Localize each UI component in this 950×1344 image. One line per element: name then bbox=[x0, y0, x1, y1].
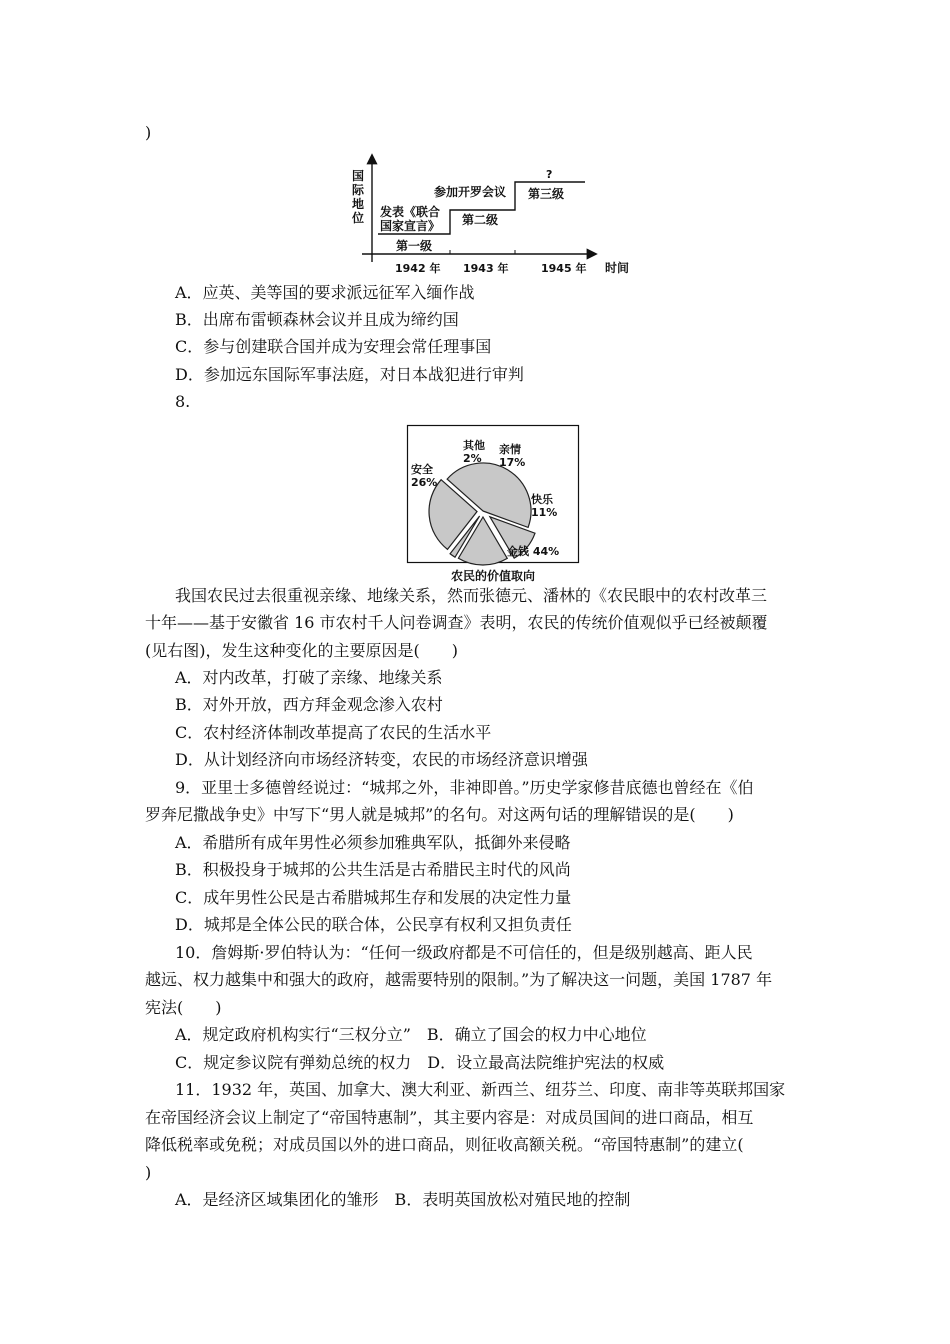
pie-value-3: 2% bbox=[463, 452, 482, 465]
pie-label-2: 安全 bbox=[411, 463, 433, 476]
international-status-step-diagram bbox=[350, 152, 640, 277]
y-axis-label-3: 地 bbox=[352, 197, 365, 211]
pie-chart-title: 农民的价值取向 bbox=[450, 569, 536, 583]
q11-stem-line-3: 降低税率或免税；对成员国以外的进口商品，则征收高额关税。“帝国特惠制”的建立( bbox=[145, 1135, 744, 1154]
level-2-label: 第二级 bbox=[462, 213, 499, 227]
q7-option-c: C．参与创建联合国并成为安理会常任理事国 bbox=[175, 337, 492, 356]
x-axis-label: 时间 bbox=[605, 261, 630, 275]
q7-option-d: D．参加远东国际军事法庭，对日本战犯进行审判 bbox=[175, 365, 524, 384]
event-declaration-line1: 发表《联合 bbox=[380, 205, 441, 219]
event-cairo-conference: 参加开罗会议 bbox=[434, 185, 507, 199]
q9-stem-line-2: 罗奔尼撒战争史》中写下“男人就是城邦”的名句。对这两句话的理解错误的是( ) bbox=[145, 805, 734, 824]
q10-stem-line-3: 宪法( ) bbox=[145, 998, 222, 1017]
pie-value-4: 17% bbox=[499, 456, 526, 469]
q8-number: 8. bbox=[175, 392, 191, 411]
q8-option-a: A．对内改革，打破了亲缘、地缘关系 bbox=[175, 668, 443, 687]
q10-stem-line-1: 10．詹姆斯·罗伯特认为：“任何一级政府都是不可信任的，但是级别越高、距人民 bbox=[175, 943, 753, 962]
q8-option-b: B．对外开放，西方拜金观念渗入农村 bbox=[175, 695, 443, 714]
q8-stem-line-1: 我国农民过去很重视亲缘、地缘关系，然而张德元、潘林的《农民眼中的农村改革三 bbox=[175, 586, 768, 605]
q7-stem-close-paren: ) bbox=[145, 123, 152, 142]
y-axis-label-2: 际 bbox=[352, 183, 365, 197]
event-declaration-line2: 国家宣言》 bbox=[380, 219, 441, 233]
q9-option-c: C．成年男性公民是古希腊城邦生存和发展的决定性力量 bbox=[175, 888, 572, 907]
unknown-question-mark: ? bbox=[546, 168, 553, 181]
y-axis-label-4: 位 bbox=[352, 211, 365, 225]
q8-stem-line-2: 十年——基于安徽省 16 市农村千人问卷调查》表明，农民的传统价值观似乎已经被颠覆 bbox=[145, 613, 768, 632]
tick-label-1945: 1945 年 bbox=[541, 262, 587, 275]
q9-option-d: D．城邦是全体公民的联合体，公民享有权利又担负责任 bbox=[175, 915, 572, 934]
q8-option-d: D．从计划经济向市场经济转变，农民的市场经济意识增强 bbox=[175, 750, 588, 769]
q7-option-b: B．出席布雷顿森林会议并且成为缔约国 bbox=[175, 310, 459, 329]
q8-option-c: C．农村经济体制改革提高了农民的生活水平 bbox=[175, 723, 492, 742]
q9-stem-line-1: 9．亚里士多德曾经说过：“城邦之外，非神即兽。”历史学家修昔底德也曾经在《伯 bbox=[175, 778, 754, 797]
level-3-label: 第三级 bbox=[528, 187, 565, 201]
q11-stem-line-4: ) bbox=[145, 1163, 152, 1182]
pie-label-3: 其他 bbox=[463, 439, 485, 452]
q9-option-a: A．希腊所有成年男性必须参加雅典军队，抵御外来侵略 bbox=[175, 833, 571, 852]
q11-stem-line-2: 在帝国经济会议上制定了“帝国特惠制”，其主要内容是：对成员国间的进口商品，相互 bbox=[145, 1108, 754, 1127]
tick-label-1943: 1943 年 bbox=[463, 262, 509, 275]
tick-label-1942: 1942 年 bbox=[395, 262, 441, 275]
q10-options-cd: C．规定参议院有弹劾总统的权力 D．设立最高法院维护宪法的权威 bbox=[175, 1053, 665, 1072]
pie-value-2: 26% bbox=[411, 476, 438, 489]
q10-options-ab: A．规定政府机构实行“三权分立” B．确立了国会的权力中心地位 bbox=[175, 1025, 647, 1044]
q9-option-b: B．积极投身于城邦的公共生活是古希腊民主时代的风尚 bbox=[175, 860, 571, 879]
q8-stem-line-3: (见右图)，发生这种变化的主要原因是( ) bbox=[145, 641, 458, 660]
pie-label-1: 金钱 44% bbox=[507, 545, 560, 558]
pie-label-5: 快乐 bbox=[531, 493, 553, 506]
pie-label-4: 亲情 bbox=[499, 443, 521, 456]
q10-stem-line-2: 越远、权力越集中和强大的政府，越需要特别的限制。”为了解决这一问题，美国 1787 年 bbox=[145, 970, 773, 989]
level-1-label: 第一级 bbox=[396, 239, 433, 253]
pie-value-5: 11% bbox=[531, 506, 558, 519]
q11-stem-line-1: 11．1932 年，英国、加拿大、澳大利亚、新西兰、纽芬兰、印度、南非等英联邦国家 bbox=[175, 1080, 786, 1099]
y-axis-label-1: 国 bbox=[352, 169, 365, 183]
value-orientation-pie-chart bbox=[407, 425, 579, 585]
q7-option-a: A．应英、美等国的要求派远征军入缅作战 bbox=[175, 283, 475, 302]
q11-options-ab: A．是经济区域集团化的雏形 B．表明英国放松对殖民地的控制 bbox=[175, 1190, 631, 1209]
